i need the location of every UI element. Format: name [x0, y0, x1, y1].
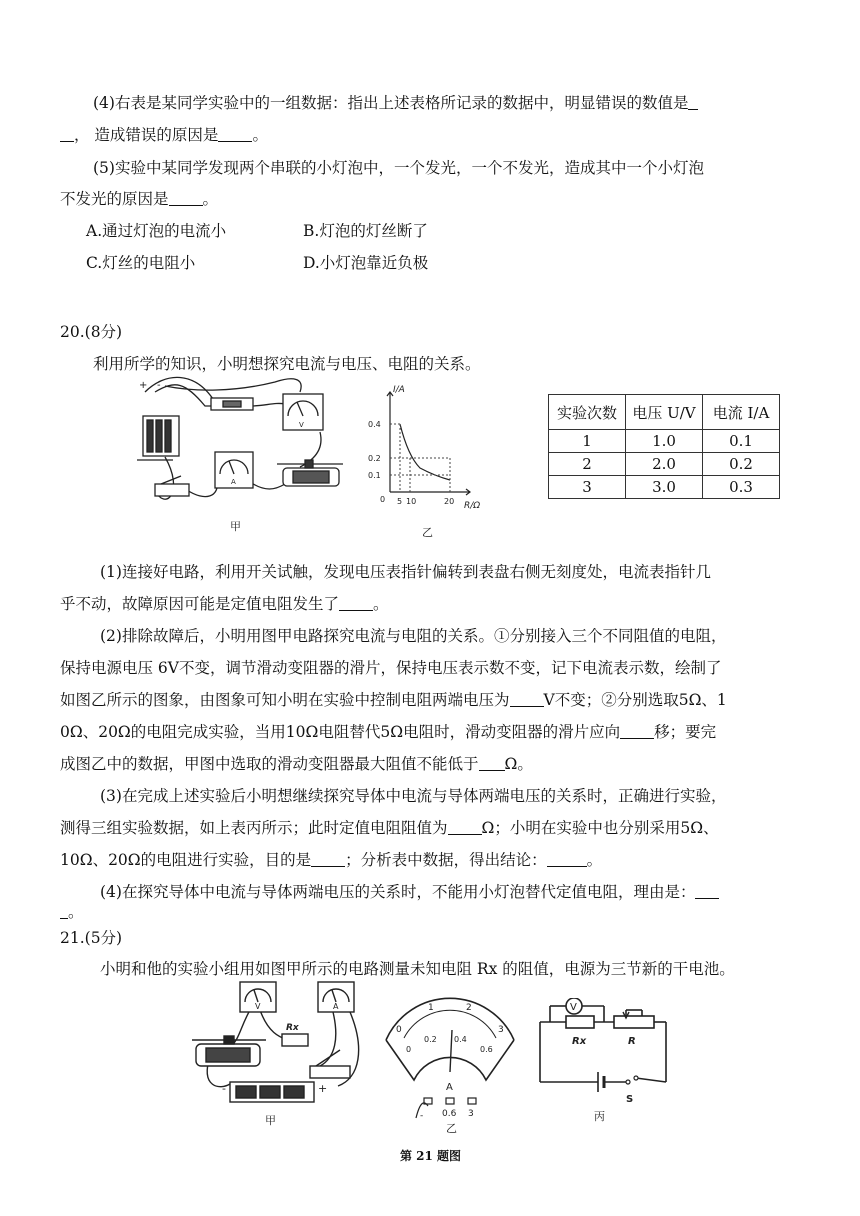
svg-text:+: +	[318, 1082, 328, 1095]
terminal-icon	[424, 1098, 476, 1104]
answer-blank[interactable]	[60, 126, 74, 142]
svg-text:+: +	[139, 380, 148, 391]
q21-intro	[100, 959, 735, 979]
q20-p2-text-d1: 0Ω、20Ω的电阻完成实验，当用10Ω电阻替代5Ω电阻时，滑动变阻器的滑片应向	[60, 723, 621, 741]
q20-p1-text: (1)连接好电路，利用开关试触，发现电压表指针偏转到表盘右侧无刻度处，电流表指针几	[100, 563, 711, 581]
answer-blank[interactable]	[547, 851, 587, 867]
q19-p5-line2	[60, 189, 218, 209]
q19-option-d[interactable]	[303, 253, 428, 273]
answer-blank[interactable]	[60, 903, 68, 919]
rheostat-icon	[277, 460, 343, 486]
fig-jia-label: 甲	[230, 520, 241, 532]
switch-icon	[626, 1080, 630, 1084]
table-cell: 0.2	[703, 453, 780, 476]
q19-p4-line1	[93, 93, 698, 113]
dial-label: 0	[406, 1045, 412, 1054]
dial-label: 0.2	[424, 1035, 437, 1044]
q20-p2-text-c2: V不变；②分别选取5Ω、1	[543, 691, 727, 709]
q20-p4-text: (4)在探究导体中电流与导体两端电压的关系时，不能用小灯泡替代定值电阻，理由是：	[100, 883, 696, 901]
dial-label: 3	[498, 1025, 504, 1035]
svg-text:A: A	[231, 478, 236, 486]
q20-p3-text-b1: 测得三组实验数据，如上表丙所示；此时定值电阻阻值为	[60, 819, 448, 837]
graph-ytick: 0	[380, 495, 386, 504]
q20-p2-text: (2)排除故障后，小明用图甲电路探究电流与电阻的关系。①分别接入三个不同阻值的电阻，	[100, 627, 727, 645]
q20-heading	[60, 322, 122, 342]
graph-ylabel: I/A	[393, 385, 405, 395]
punct: 。	[252, 126, 268, 144]
resistor-icon	[211, 398, 253, 410]
table-cell: 0.3	[703, 476, 780, 499]
q21-intro-text: 小明和他的实验小组用如图甲所示的电路测量未知电阻 Rx 的阻值，电源为三节新的干电池。	[100, 960, 735, 978]
battery-icon	[137, 416, 179, 460]
schematic-s-label: S	[626, 1094, 634, 1105]
answer-blank[interactable]	[448, 819, 482, 835]
caption-text: 第 21 题图	[400, 1149, 462, 1163]
answer-blank[interactable]	[479, 755, 505, 771]
q20-heading-text: 20.(8分)	[60, 323, 123, 341]
table-header-row	[549, 395, 780, 430]
q20-p3-line1	[100, 786, 726, 806]
option-d-text: D.小灯泡靠近负极	[303, 254, 429, 272]
dial-label: 2	[466, 1003, 472, 1013]
schematic-r-label: R	[628, 1036, 636, 1047]
table-cell: 1.0	[626, 430, 703, 453]
q20-p1-line2	[60, 594, 389, 614]
q19-p4-line2	[60, 125, 268, 145]
q20-p2-line1	[100, 626, 726, 646]
setup-v-label: V	[255, 1002, 261, 1011]
answer-blank[interactable]	[218, 126, 252, 142]
table-cell: 2	[549, 453, 626, 476]
option-a-text: A.通过灯泡的电流小	[86, 222, 227, 240]
table-cell: 3	[549, 476, 626, 499]
q20-intro	[93, 354, 481, 374]
setup-rx-label: Rx	[286, 1023, 299, 1033]
table-row	[549, 453, 780, 476]
option-c-text: C.灯丝的电阻小	[86, 254, 196, 272]
answer-blank[interactable]	[695, 883, 719, 899]
table-header-cell: 实验次数	[549, 395, 626, 430]
q20-p2-text-b: 保持电源电压 6V不变，调节滑动变阻器的滑片，保持电压表示数不变，记下电流表示数，绘制了	[60, 659, 722, 677]
q19-option-b[interactable]	[303, 221, 428, 241]
q20-p2-text-c1: 如图乙所示的图象，由图象可知小明在实验中控制电阻两端电压为	[60, 691, 510, 709]
graph-xlabel: R/Ω	[464, 501, 481, 511]
q20-p2-text-d2: 移；要完	[654, 723, 717, 741]
table-cell: 2.0	[626, 453, 703, 476]
table-cell: 0.1	[703, 430, 780, 453]
table-cell: 1	[549, 430, 626, 453]
q20-p2-line2	[60, 658, 722, 678]
dial-label: 0.4	[454, 1035, 467, 1044]
q20-p4-line2	[60, 902, 84, 922]
schematic-v-label: V	[570, 1002, 577, 1013]
table-row	[549, 476, 780, 499]
switch-icon	[155, 476, 189, 496]
q21-heading	[60, 928, 122, 948]
terminal-label: 0.6	[442, 1109, 457, 1119]
q19-p4-text-b: ， 造成错误的原因是	[74, 126, 219, 144]
svg-text:V: V	[299, 421, 304, 429]
switch-icon	[310, 1050, 350, 1078]
q20-p3-text-b2: Ω；小明在实验中也分别采用5Ω、	[481, 819, 719, 837]
q20-p3-line2	[60, 818, 719, 838]
graph-xtick: 20	[444, 497, 455, 506]
q21-figure-caption	[400, 1146, 461, 1166]
q20-p2-line5	[60, 754, 533, 774]
svg-text:-: -	[157, 380, 161, 391]
q19-option-a[interactable]	[86, 221, 226, 241]
q19-p4-text: (4)右表是某同学实验中的一组数据：指出上述表格所记录的数据中，明显错误的数值是	[93, 94, 689, 112]
setup-a-label: A	[333, 1002, 339, 1011]
table-row	[549, 430, 780, 453]
graph-xtick: 5	[397, 497, 403, 506]
graph-ytick: 0.1	[368, 471, 381, 480]
fig-yi-label: 乙	[446, 1122, 457, 1135]
fig-jia-label: 甲	[265, 1114, 276, 1127]
table-header-cell: 电流 I/A	[703, 395, 780, 430]
battery-icon	[230, 1082, 314, 1102]
q20-p2-line4	[60, 722, 716, 742]
resistor-rx-icon	[566, 1016, 594, 1028]
svg-text:-: -	[222, 1082, 226, 1095]
answer-blank[interactable]	[311, 851, 345, 867]
table-cell: 3.0	[626, 476, 703, 499]
fig-yi-label: 乙	[422, 526, 433, 538]
answer-blank[interactable]	[339, 595, 373, 611]
answer-blank[interactable]	[169, 190, 203, 206]
q20-p2-line3	[60, 690, 727, 710]
q20-p2-text-e1: 成图乙中的数据，甲图中选取的滑动变阻器最大阻值不能低于	[60, 755, 479, 773]
punct: 。	[373, 595, 389, 613]
q20-p3-text: (3)在完成上述实验后小明想继续探究导体中电流与导体两端电压的关系时，正确进行实验，	[100, 787, 727, 805]
punct: 。	[68, 903, 84, 921]
q19-option-c[interactable]	[86, 253, 195, 273]
schematic-rx-label: Rx	[572, 1036, 587, 1047]
data-table	[548, 394, 780, 499]
q21-heading-text: 21.(5分)	[60, 929, 123, 947]
setup-figure-jia	[190, 978, 375, 1138]
resistor-icon	[282, 1034, 308, 1046]
q20-p3-line3	[60, 850, 602, 870]
q20-intro-text: 利用所学的知识，小明想探究电流与电压、电阻的关系。	[93, 355, 481, 373]
graph-figure-yi	[360, 378, 490, 538]
fig-bing-label: 丙	[594, 1110, 605, 1123]
q20-p4-line1	[100, 882, 719, 902]
q20-p1-line1	[100, 562, 711, 582]
dial-letter: A	[446, 1082, 453, 1093]
circuit-figure-jia	[125, 372, 355, 532]
q19-p5-text-b: 不发光的原因是	[60, 190, 169, 208]
rheostat-icon	[192, 1036, 266, 1066]
punct: 。	[202, 190, 219, 208]
answer-blank[interactable]	[510, 691, 544, 707]
graph-xtick: 10	[406, 497, 417, 506]
q20-p1-text-b: 乎不动，故障原因可能是定值电阻发生了	[60, 595, 340, 613]
terminal-label: 3	[468, 1109, 474, 1119]
dial-label: 1	[428, 1003, 434, 1013]
terminal-label: -	[420, 1111, 424, 1121]
q19-p5-line1	[93, 158, 704, 178]
table-header-cell: 电压 U/V	[626, 395, 703, 430]
q20-p2-text-e2: Ω。	[504, 755, 533, 773]
punct: 。	[586, 851, 603, 869]
schematic-figure-bing	[530, 998, 680, 1123]
graph-ytick: 0.4	[368, 420, 381, 429]
dial-label: 0	[396, 1025, 402, 1035]
answer-blank[interactable]	[688, 94, 698, 110]
q20-p3-text-c2: ；分析表中数据，得出结论：	[345, 851, 547, 869]
option-b-text: B.灯泡的灯丝断了	[303, 222, 428, 240]
rheostat-r-icon	[614, 1016, 654, 1028]
dial-label: 0.6	[480, 1045, 493, 1054]
answer-blank[interactable]	[620, 723, 654, 739]
q20-p3-text-c1: 10Ω、20Ω的电阻进行实验，目的是	[60, 851, 312, 869]
q19-p5-text: (5)实验中某同学发现两个串联的小灯泡中，一个发光，一个不发光，造成其中一个小灯泡	[93, 159, 704, 177]
graph-ytick: 0.2	[368, 454, 381, 463]
ammeter-dial-figure-yi	[380, 990, 520, 1140]
